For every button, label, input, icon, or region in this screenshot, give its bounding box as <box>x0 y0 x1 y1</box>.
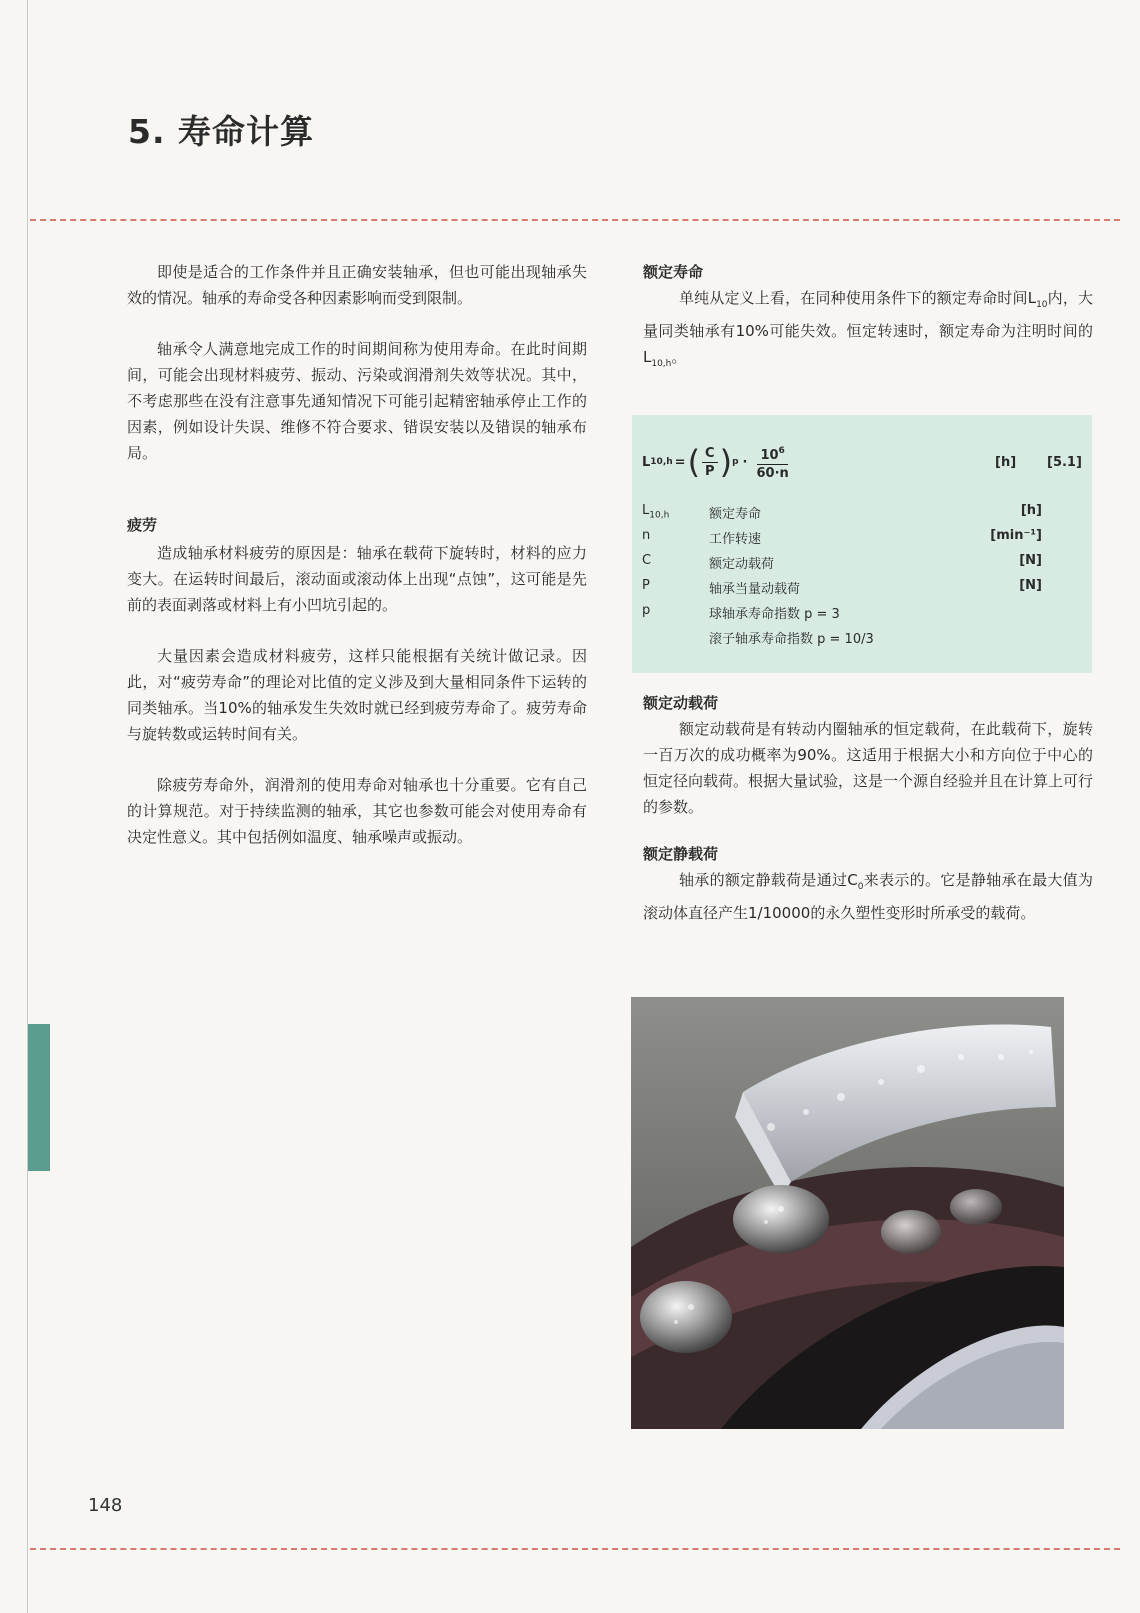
load-ratio-fraction: $\frac{C}{P}$ <box>702 445 718 480</box>
dynamic-load-heading: 额定动载荷 <box>643 694 719 712</box>
fatigue-paragraph: 造成轴承材料疲劳的原因是：轴承在载荷下旋转时，材料的应力变大。在运转时间最后，滚动面或滚动体上出现“点蚀”，这可能是先前的表面剥落或材料上有小凹坑引起的。 <box>127 544 587 614</box>
dynamic-load-section <box>643 690 1093 820</box>
bottom-dashed-divider <box>30 1548 1120 1550</box>
legend-row: P 轴承当量动载荷 [N] <box>642 578 1042 597</box>
rated-life-paragraph: 单纯从定义上看，在同种使用条件下的额定寿命时间$L_{10}$内，大量同类轴承有10%可能失效。恒定转速时，额定寿命为注明时间的$L_{10,h}$。 <box>643 289 1093 369</box>
static-load-heading: 额定静载荷 <box>643 845 719 863</box>
legend-row: n 工作转速 [min⁻¹] <box>642 528 1042 547</box>
static-load-paragraph: 轴承的额定静载荷是通过$C_0$来表示的。它是静轴承在最大值为滚动体直径产生1/10000的永久塑性变形时所承受的载荷。 <box>643 871 1093 922</box>
life-formula: L 10,h = ( $\frac{C}{P}$ ) p · $\frac{10^6}{60\cdot n}$ <box>642 437 794 487</box>
legend-row: 滚子轴承寿命指数 p = 10/3 <box>709 632 874 647</box>
top-dashed-divider <box>30 219 1120 221</box>
left-margin-rule <box>27 0 28 1613</box>
chapter-side-tab <box>28 1024 50 1171</box>
bearing-illustration <box>631 997 1064 1429</box>
lubricant-life-paragraph: 除疲劳寿命外，润滑剂的使用寿命对轴承也十分重要。它有自己的计算规范。对于持续监测的轴承，其它也参数可能会对使用寿命有决定性意义。其中包括例如温度、轴承噪声或振动。 <box>127 776 587 846</box>
equation-number: [5.1] <box>1047 455 1082 470</box>
legend-row: p 球轴承寿命指数 p = 3 <box>642 603 840 622</box>
dynamic-load-paragraph: 额定动载荷是有转动内圈轴承的恒定载荷，在此载荷下，旋转一百万次的成功概率为90%。这适用于根据大小和方向位于中心的恒定径向载荷。根据大量试验，这是一个源自经验并且在计算上可行的参数。 <box>643 720 1094 816</box>
rated-life-heading: 额定寿命 <box>643 263 704 281</box>
formula-unit: [h] <box>995 455 1017 470</box>
bearing-photo <box>631 997 1064 1429</box>
rated-life-section <box>643 259 1093 377</box>
fatigue-heading: 疲劳 <box>127 516 158 534</box>
page-title: 5. 寿命计算 <box>128 112 314 151</box>
legend-row: C 额定动载荷 [N] <box>642 553 1042 572</box>
left-column <box>127 259 587 875</box>
intro-paragraph: 即使是适合的工作条件并且正确安装轴承，但也可能出现轴承失效的情况。轴承的寿命受各种因素影响而受到限制。 <box>127 263 587 307</box>
formula-panel <box>632 415 1092 673</box>
static-load-section <box>643 841 1093 926</box>
legend-row: $L_{10,h}$ 额定寿命 [h] <box>642 503 1042 522</box>
fatigue-statistics-paragraph: 大量因素会造成材料疲劳，这样只能根据有关统计做记录。因此，对“疲劳寿命”的理论对比值的定义涉及到大量相同条件下运转的同类轴承。当10%的轴承发生失效时就已经到疲劳寿命了。疲劳寿命与旋转数或运转时间有关。 <box>127 647 587 743</box>
revolutions-fraction: $\frac{10^6}{60\cdot n}$ <box>753 443 791 482</box>
service-life-paragraph: 轴承令人满意地完成工作的时间期间称为使用寿命。在此时间期间，可能会出现材料疲劳、振动、污染或润滑剂失效等状况。其中，不考虑那些在没有注意事先通知情况下可能引起精密轴承停止工作的因素，例如设计失误、维修不符合要求、错误安装以及错误的轴承布局。 <box>127 340 587 462</box>
page-number: 148 <box>88 1495 123 1516</box>
